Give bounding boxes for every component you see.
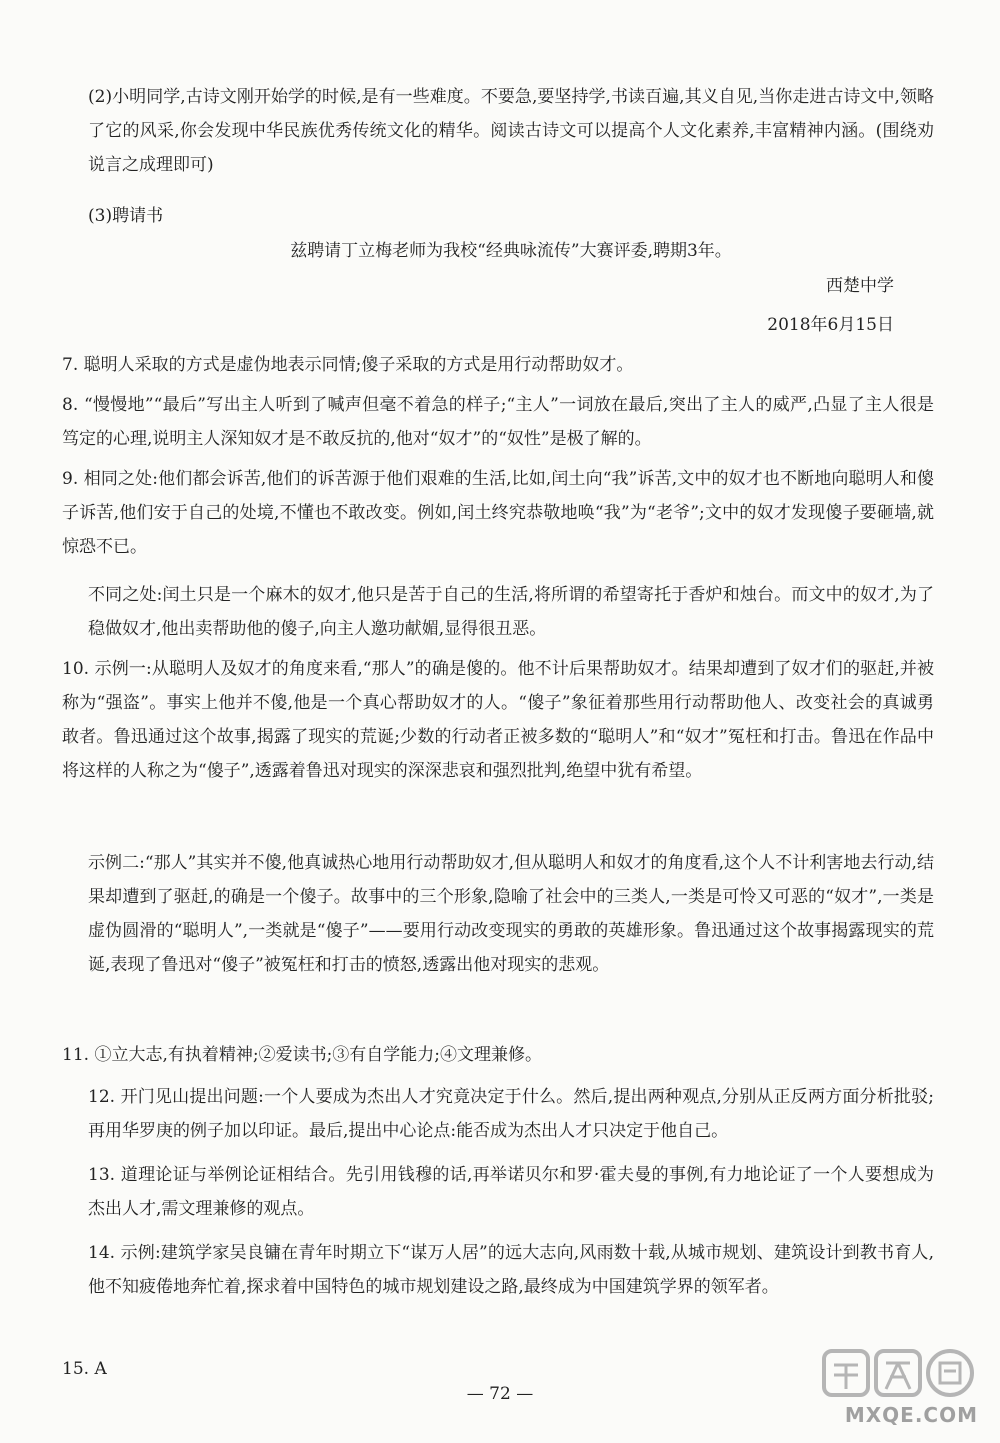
page-number: — 72 — [466, 1384, 534, 1404]
answer-11: 11. ①立大志,有执着精神;②爱读书;③有自学能力;④文理兼修。 [62, 1045, 543, 1065]
answer-8: 8. “慢慢地”“最后”写出主人听到了喊声但毫不着急的样子;“主人”一词放在最后,突出了主人的威严,凸显了主人很是笃定的心理,说明主人深知奴才是不敢反抗的,他对“奴才”的“奴性”是极了解的。 [62, 395, 934, 449]
answer-10-example-1: 10. 示例一:从聪明人及奴才的角度来看,“那人”的确是傻的。他不计后果帮助奴才。结果却遭到了奴才们的驱赶,并被称为“强盗”。事实上他并不傻,他是一个真心帮助奴才的人。“傻子”象征着那些用行动帮助他人、改变社会的真诚勇敢者。鲁迅通过这个故事,揭露了现实的荒诞;少数的行动者正被多数的“聪明人”和“奴才”冤枉和打击。鲁迅在作品中将这样的人称之为“傻子”,透露着鲁迅对现实的深深悲哀和强烈批判,绝望中犹有希望。 [62, 659, 934, 781]
answer-3-heading: (3)聘请书 [88, 206, 164, 226]
answer-15: 15. A [62, 1359, 107, 1379]
watermark [812, 1345, 992, 1435]
answer-12: 12. 开门见山提出问题:一个人要成为杰出人才究竟决定于什么。然后,提出两种观点,分别从正反两方面分析批驳;再用华罗庚的例子加以印证。最后,提出中心论点:能否成为杰出人才只决定于他自己。 [88, 1087, 934, 1141]
appointment-letter-signature: 西楚中学 [826, 276, 894, 296]
answer-9-similarities: 9. 相同之处:他们都会诉苦,他们的诉苦源于他们艰难的生活,比如,闰土向“我”诉苦,文中的奴才也不断地向聪明人和傻子诉苦,他们安于自己的处境,不懂也不敢改变。例如,闰土终究恭敬地唤“我”为“老爷”;文中的奴才发现傻子要砸墙,就惊恐不已。 [62, 469, 934, 557]
answer-9-differences: 不同之处:闰土只是一个麻木的奴才,他只是苦于自己的生活,将所谓的希望寄托于香炉和烛台。而文中的奴才,为了稳做奴才,他出卖帮助他的傻子,向主人邀功献媚,显得很丑恶。 [88, 585, 934, 639]
answer-7: 7. 聪明人采取的方式是虚伪地表示同情;傻子采取的方式是用行动帮助奴才。 [62, 355, 634, 375]
answer-10-example-2: 示例二:“那人”其实并不傻,他真诚热心地用行动帮助奴才,但从聪明人和奴才的角度看,这个人不计利害地去行动,结果却遭到了驱赶,的确是一个傻子。故事中的三个形象,隐喻了社会中的三类人,一类是可怜又可恶的“奴才”,一类是虚伪圆滑的“聪明人”,一类就是“傻子”——要用行动改变现实的勇敢的英雄形象。鲁迅通过这个故事揭露现实的荒诞,表现了鲁迅对“傻子”被冤枉和打击的愤怒,透露出他对现实的悲观。 [88, 853, 934, 975]
appointment-letter-date: 2018年6月15日 [767, 315, 894, 335]
answer-2-paragraph: (2)小明同学,古诗文刚开始学的时候,是有一些难度。不要急,要坚持学,书读百遍,其义自见,当你走进古诗文中,领略了它的风采,你会发现中华民族优秀传统文化的精华。阅读古诗文可以提高个人文化素养,丰富精神内涵。(围绕劝说言之成理即可) [88, 87, 934, 175]
appointment-letter-body: 兹聘请丁立梅老师为我校“经典咏流传”大赛评委,聘期3年。 [290, 241, 732, 261]
answer-14: 14. 示例:建筑学家吴良镛在青年时期立下“谋万人居”的远大志向,风雨数十载,从城市规划、建筑设计到教书育人,他不知疲倦地奔忙着,探求着中国特色的城市规划建设之路,最终成为中国建筑学界的领军者。 [88, 1243, 934, 1297]
watermark-logo [820, 1345, 980, 1401]
watermark-url: MXQE.COM [844, 1403, 978, 1427]
answer-13: 13. 道理论证与举例论证相结合。先引用钱穆的话,再举诺贝尔和罗·霍夫曼的事例,有力地论证了一个人要想成为杰出人才,需文理兼修的观点。 [88, 1165, 934, 1219]
